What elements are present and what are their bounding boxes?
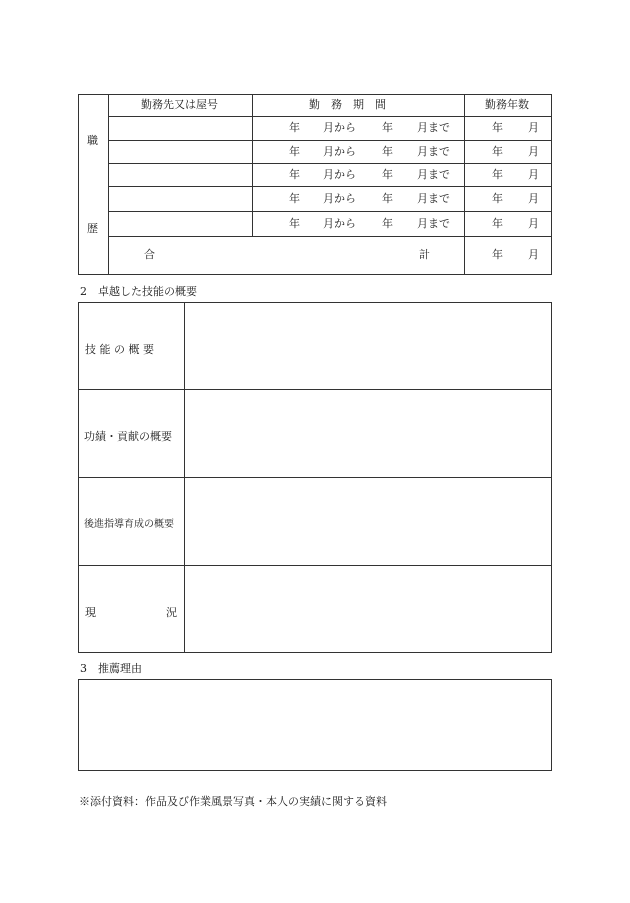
row-dur-month: 月: [528, 145, 539, 158]
header-years: 勤務年数: [485, 98, 529, 111]
skills-row-line: [78, 389, 552, 390]
skills-row-line: [78, 565, 552, 566]
mentoring-overview-label: 後進指導育成の概要: [84, 519, 174, 530]
total-month: 月: [528, 248, 539, 261]
header-period: 勤 務 期 間: [309, 98, 386, 111]
recommendation-reason-box: [78, 679, 552, 771]
row-from-year: 年: [289, 145, 300, 158]
row-from-year: 年: [289, 217, 300, 230]
row-to-year: 年: [382, 168, 393, 181]
row-from-year: 年: [289, 192, 300, 205]
current-status-label-left: 現: [85, 606, 96, 619]
current-status-label-right: 況: [166, 606, 177, 619]
career-row-line: [108, 236, 552, 237]
attachments-footnote: ※添付資料：作品及び作業風景写真・本人の実績に関する資料: [79, 795, 387, 808]
row-dur-month: 月: [528, 121, 539, 134]
career-label-divider: [108, 94, 109, 275]
skill-overview-label: 技 能 の 概 要: [85, 343, 154, 356]
career-years-divider: [464, 94, 465, 275]
row-from-month: 月から: [323, 217, 356, 230]
total-label-right: 計: [419, 248, 430, 261]
row-dur-year: 年: [492, 121, 503, 134]
career-row-line: [108, 116, 552, 117]
row-from-month: 月から: [323, 121, 356, 134]
career-row-line: [108, 140, 552, 141]
row-dur-year: 年: [492, 192, 503, 205]
row-from-year: 年: [289, 168, 300, 181]
row-to-month: 月まで: [417, 217, 450, 230]
row-to-month: 月まで: [417, 121, 450, 134]
row-to-year: 年: [382, 217, 393, 230]
section2-title: 2 卓越した技能の概要: [80, 285, 197, 298]
row-dur-month: 月: [528, 217, 539, 230]
row-to-month: 月まで: [417, 145, 450, 158]
section3-title: 3 推薦理由: [80, 662, 142, 675]
row-dur-month: 月: [528, 192, 539, 205]
row-from-month: 月から: [323, 145, 356, 158]
career-row-line: [108, 211, 552, 212]
row-dur-year: 年: [492, 217, 503, 230]
row-to-year: 年: [382, 192, 393, 205]
row-from-year: 年: [289, 121, 300, 134]
row-dur-year: 年: [492, 145, 503, 158]
total-label-left: 合: [144, 248, 155, 261]
row-to-year: 年: [382, 121, 393, 134]
row-from-month: 月から: [323, 168, 356, 181]
row-to-year: 年: [382, 145, 393, 158]
skills-row-line: [78, 477, 552, 478]
career-label-bottom: 歴: [87, 222, 98, 235]
achievement-overview-label: 功績・貢献の概要: [84, 430, 172, 443]
row-from-month: 月から: [323, 192, 356, 205]
header-employer: 勤務先又は屋号: [141, 98, 218, 111]
career-label-top: 職: [87, 134, 98, 147]
row-to-month: 月まで: [417, 192, 450, 205]
row-dur-month: 月: [528, 168, 539, 181]
total-year: 年: [492, 248, 503, 261]
row-to-month: 月まで: [417, 168, 450, 181]
career-row-line: [108, 186, 552, 187]
career-row-line: [108, 163, 552, 164]
row-dur-year: 年: [492, 168, 503, 181]
